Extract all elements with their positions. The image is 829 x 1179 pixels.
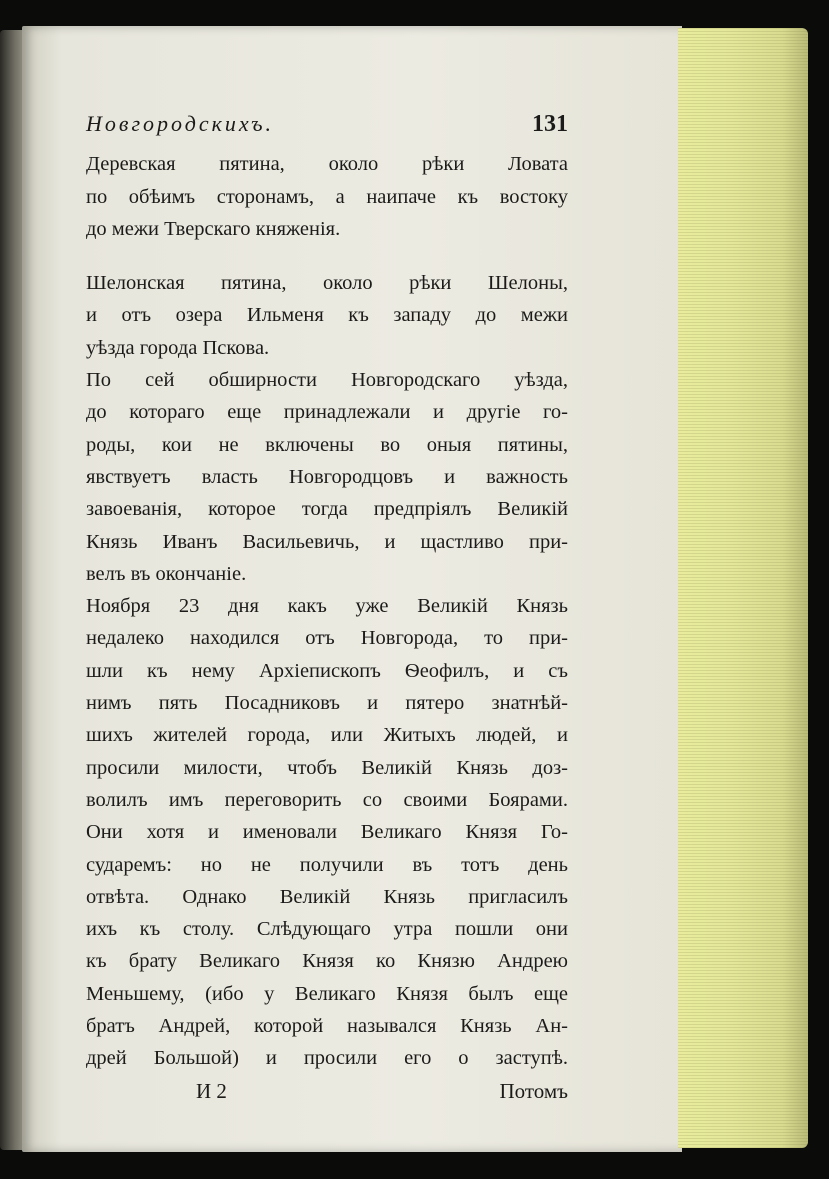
text-line: уѣзда города Пскова. [86,336,270,359]
text-line: шихъ жителей города, или Житыхъ людей, и [86,724,568,747]
text-line: по обѣимъ сторонамъ, а наипаче къ востоку [86,185,568,208]
text-line: недалеко находился отъ Новгорода, то при- [86,627,568,650]
text-line: Ноября 23 дня какъ уже Великій Князь [86,595,568,618]
text-line: просили милости, чтобъ Великій Князь доз- [86,756,568,779]
text-line: велъ въ окончаніе. [86,562,247,585]
paragraph-gap [86,245,568,267]
text-line: нимъ пять Посадниковъ и пятеро знатнѣй- [86,692,568,715]
book-fore-edge [678,28,808,1148]
text-line: Меньшему, (ибо у Великаго Князя былъ еще [86,982,568,1005]
text-line: По сей обширности Новгородскаго уѣзда, [86,369,568,392]
text-line: Князь Иванъ Васильевичь, и щастливо при- [86,530,568,553]
text-line: къ брату Великаго Князя ко Князю Андрею [86,950,568,973]
catchword: Потомъ [499,1078,568,1103]
text-line: ихъ къ столу. Слѣдующаго утра пошли они [86,918,568,941]
text-line: Они хотя и именовали Великаго Князя Го- [86,821,568,844]
text-line: сударемъ: но не получили въ тотъ день [86,853,568,876]
page-footer [0,1075,568,1107]
text-line: роды, кои не включены во оныя пятины, [86,433,568,456]
text-line: Шелонская пятина, около рѣки Шелоны, [86,272,568,295]
page-text-block [86,108,568,1107]
text-line: до межи Тверскаго княженія. [86,217,341,240]
text-line: и отъ озера Ильменя къ западу до межи [86,304,568,327]
running-head: Новгородскихъ. [86,111,275,136]
text-line: отвѣта. Однако Великій Князь пригласилъ [86,885,568,908]
text-line: Деревская пятина, около рѣки Ловата [86,153,568,176]
text-line: шли къ нему Архіепископъ Ѳеофилъ, и съ [86,659,568,682]
page-header [0,108,568,140]
page-number: 131 [532,111,568,137]
text-line: явствуетъ власть Новгородцовъ и важность [86,465,568,488]
text-line: завоеванія, которое тогда предпріялъ Великій [86,498,568,521]
text-line: волилъ имъ переговорить со своими Боярами. [86,788,568,811]
signature-mark: И 2 [196,1078,227,1103]
text-line: до котораго еще принадлежали и другіе го- [86,401,568,424]
text-line: дрей Большой) и просили его о заступѣ. [86,1047,568,1070]
text-line: братъ Андрей, которой назывался Князь Ан- [86,1015,568,1038]
